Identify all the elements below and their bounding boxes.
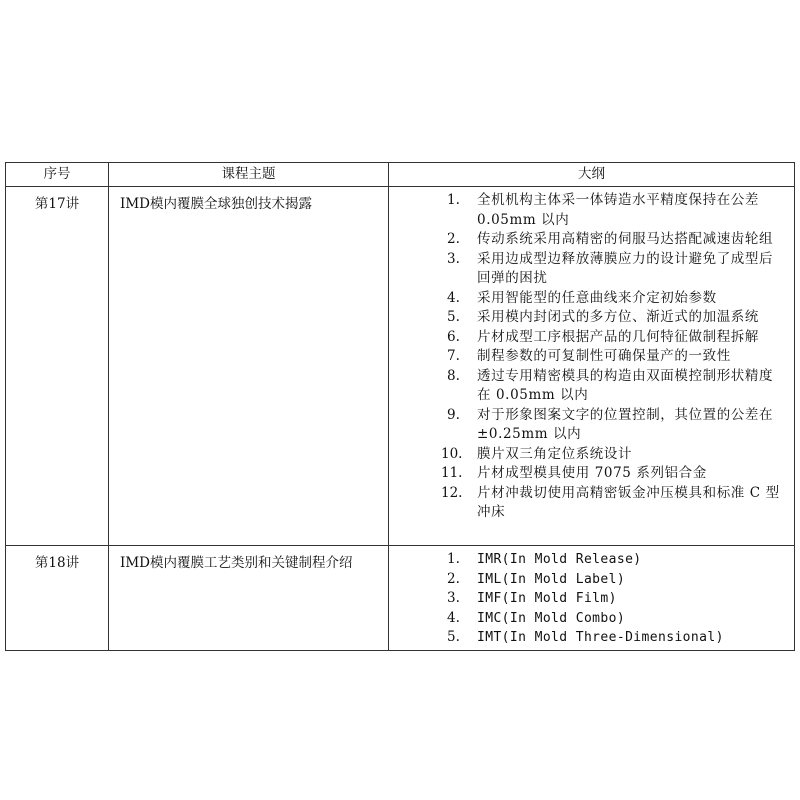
item-number: 9. [447,406,460,423]
header-outline: 大纲 [389,163,795,187]
item-text: IML(In Mold Label) [477,571,626,587]
lesson-number: 第17讲 [6,187,109,546]
item-number: 5. [447,309,460,325]
lesson-topic: IMD模内覆膜工艺类别和关键制程介绍 [109,546,389,651]
item-text: IMR(In Mold Release) [477,552,642,567]
course-outline-table [5,162,795,651]
item-text: 片材成型工序根据产品的几何特征做制程拆解 [477,328,759,345]
outline-list [389,550,794,648]
list-item [389,289,786,309]
item-number: 12. [441,484,463,501]
item-number: 8. [447,367,460,384]
table-row [6,546,795,651]
item-number: 3. [447,590,460,606]
list-item [389,347,786,367]
lesson-topic: IMD模内覆膜全球独创技术揭露 [109,187,389,546]
item-text: 传动系统采用高精密的伺服马达搭配减速齿轮组 [477,231,774,247]
list-item [389,250,786,289]
item-number: 4. [447,289,460,306]
item-text: 全机机构主体采一体铸造水平精度保持在公差 0.05mm 以内 [477,192,759,228]
table-row [6,187,795,546]
list-item [389,328,786,348]
header-seq: 序号 [6,163,109,187]
list-item [389,445,786,465]
list-item [389,484,786,523]
item-number: 3. [447,250,460,267]
item-text: 制程参数的可复制性可确保量产的一致性 [477,348,731,364]
list-item [389,570,786,590]
item-number: 11. [441,465,463,481]
item-number: 1. [447,551,460,567]
item-text: 采用边成型边释放薄膜应力的设计避免了成型后回弹的困扰 [477,250,774,286]
item-text: IMC(In Mold Combo) [477,610,626,626]
header-topic: 课程主题 [109,163,389,187]
item-text: IMT(In Mold Three-Dimensional) [477,630,724,645]
list-item [389,464,786,484]
header-row [6,163,795,187]
list-item [389,628,786,648]
list-item [389,609,786,629]
item-number: 7. [447,348,460,364]
item-number: 6. [447,328,460,345]
item-text: IMF(In Mold Film) [477,591,617,606]
list-item [389,230,786,250]
item-number: 5. [447,629,460,645]
item-number: 1. [447,192,460,208]
list-item [389,550,786,570]
item-text: 透过专用精密模具的构造由双面模控制形状精度在 0.05mm 以内 [477,367,774,403]
item-number: 2. [447,570,460,587]
item-text: 片材成型模具使用 7075 系列铝合金 [477,465,707,481]
lesson-outline [389,187,795,546]
list-item [389,308,786,328]
lesson-outline [389,546,795,651]
outline-list [389,191,794,523]
item-text: 膜片双三角定位系统设计 [477,445,633,462]
item-text: 片材冲裁切使用高精密钣金冲压模具和标准 C 型冲床 [477,484,780,520]
list-item [389,367,786,406]
item-text: 对于形象图案文字的位置控制，其位置的公差在 ±0.25mm 以内 [477,406,774,442]
lesson-number: 第18讲 [6,546,109,651]
item-text: 采用智能型的任意曲线来介定初始参数 [477,289,717,306]
item-number: 2. [447,231,460,247]
list-item [389,191,786,230]
item-number: 10. [441,445,463,462]
list-item [389,406,786,445]
item-number: 4. [447,609,460,626]
list-item [389,589,786,609]
item-text: 采用模内封闭式的多方位、渐近式的加温系统 [477,309,759,325]
